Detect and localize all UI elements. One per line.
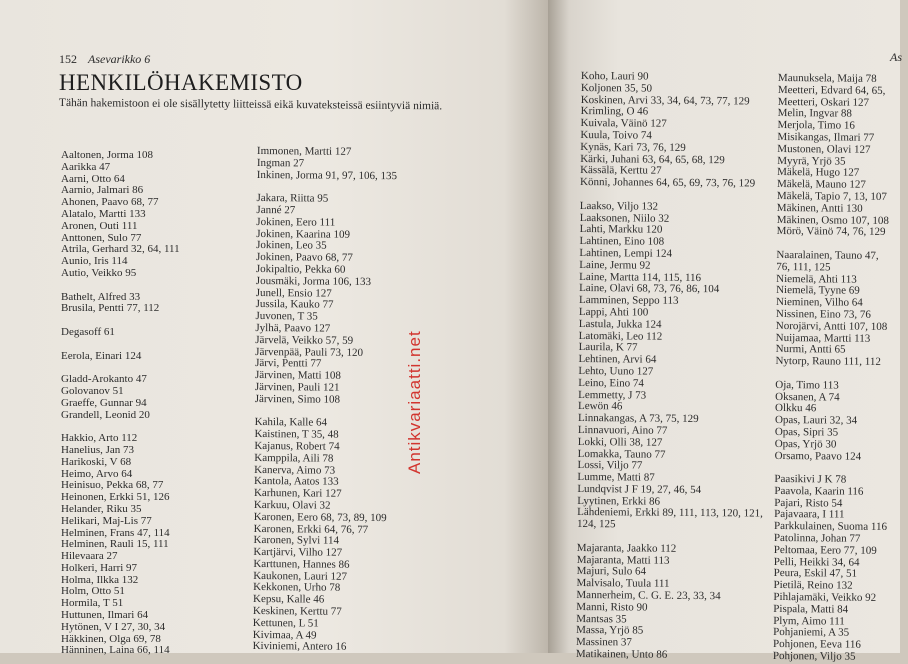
index-entry: Helander, Riku 35 <box>61 502 142 515</box>
index-column-1 <box>61 150 251 657</box>
index-entry: Linnavuori, Aino 77 <box>577 423 668 437</box>
index-entry: Nissinen, Eino 73, 76 <box>775 307 871 321</box>
index-entry: Olkku 46 <box>775 402 817 415</box>
index-entry: Lossi, Viljo 77 <box>577 459 643 472</box>
index-entry: Kivimaa, A 49 <box>252 628 317 642</box>
index-entry: Järvelä, Veikko 57, 59 <box>255 333 354 347</box>
index-entry: Opas, Lauri 32, 34 <box>774 414 858 427</box>
index-entry: Niemelä, Tyyne 69 <box>776 284 860 298</box>
index-entry: Helminen, Rauli 15, 111 <box>61 538 169 551</box>
index-entry: Pihlajamäki, Veikko 92 <box>773 591 877 604</box>
index-entry: Paavola, Kaarin 116 <box>774 484 864 498</box>
index-entry: Plym, Aimo 111 <box>773 614 845 628</box>
index-column-4 <box>773 73 908 664</box>
index-entry: Bathelt, Alfred 33 <box>61 290 141 303</box>
index-entry: Lewön 46 <box>578 400 623 413</box>
index-entry: Järvinen, Matti 108 <box>254 369 341 382</box>
index-entry: Majaranta, Jaakko 112 <box>576 541 677 555</box>
index-entry: Gladd-Arokanto 47 <box>61 373 147 386</box>
index-entry: Golovanov 51 <box>61 384 124 397</box>
index-entry: Koskinen, Arvi 33, 34, 64, 73, 77, 129 <box>580 93 750 108</box>
index-entry: Holkeri, Harri 97 <box>61 561 138 574</box>
index-entry: Karhunen, Kari 127 <box>253 487 342 500</box>
index-intro: Tähän hakemistoon ei ole sisällytetty liitteissä eikä kuvateksteissä esiintyviä nimiä. <box>58 97 443 113</box>
index-entry: Heinisuo, Pekka 68, 77 <box>61 479 164 492</box>
index-entry: Mäkelä, Mauno 127 <box>776 178 866 191</box>
index-entry: Aarnio, Jalmari 86 <box>61 184 144 197</box>
index-entry: Hänninen, Laina 66, 114 <box>61 644 170 657</box>
index-entry: Maunuksela, Maija 78 <box>777 72 877 85</box>
index-entry: Immonen, Martti 127 <box>256 145 352 158</box>
index-entry: Helikari, Maj-Lis 77 <box>61 514 152 527</box>
index-entry: Manni, Risto 90 <box>576 600 648 614</box>
index-entry: Meetteri, Oskari 127 <box>777 95 870 109</box>
index-entry: Nuijamaa, Martti 113 <box>775 331 871 345</box>
index-entry: Lokki, Olli 38, 127 <box>577 435 663 449</box>
index-entry: Heimo, Arvo 64 <box>61 467 133 480</box>
index-entry: Pajari, Risto 54 <box>774 496 843 510</box>
index-entry: Karonen, Erkki 64, 76, 77 <box>253 522 369 536</box>
index-entry: 76, 111, 125 <box>776 260 831 274</box>
index-entry: Holma, Ilkka 132 <box>61 573 139 586</box>
index-entry: Aronen, Outi 111 <box>61 219 138 232</box>
index-entry: Ingman 27 <box>256 156 305 170</box>
index-entry: Lahtinen, Eino 108 <box>579 235 665 248</box>
index-entry: Anttonen, Sulo 77 <box>61 231 142 244</box>
index-entry: Graeffe, Gunnar 94 <box>61 396 147 409</box>
index-entry: Pispala, Matti 84 <box>773 602 849 616</box>
index-entry: Jousmäki, Jorma 106, 133 <box>255 274 372 288</box>
index-entry: Merjola, Timo 16 <box>777 119 855 132</box>
index-entry: Kamppila, Aili 78 <box>254 451 334 465</box>
index-entry: Orsamo, Paavo 124 <box>774 449 862 463</box>
index-entry: Norojärvi, Antti 107, 108 <box>775 319 888 333</box>
index-entry: Mäkinen, Antti 130 <box>776 201 863 215</box>
index-entry: Mantsas 35 <box>576 612 627 626</box>
index-entry: Oksanen, A 74 <box>775 390 840 404</box>
index-entry: Majaranta, Matti 113 <box>576 553 670 567</box>
index-entry: Laine, Martta 114, 115, 116 <box>579 270 702 284</box>
index-entry: Lehtinen, Arvi 64 <box>578 353 657 366</box>
index-heading: HENKILÖHAKEMISTO <box>59 70 303 95</box>
running-header <box>59 52 150 67</box>
index-entry: Kässälä, Kerttu 27 <box>580 164 662 178</box>
index-entry: Mörö, Väinö 74, 76, 129 <box>776 225 886 239</box>
index-entry: Ahonen, Paavo 68, 77 <box>61 196 159 209</box>
index-entry: Massinen 37 <box>575 636 632 649</box>
index-entry: Jokipaltio, Pekka 60 <box>255 262 346 276</box>
index-entry: Jokinen, Leo 35 <box>256 239 327 252</box>
watermark-text: Antikvariaatti.net <box>405 330 424 474</box>
index-entry: Kynäs, Kari 73, 76, 129 <box>580 140 686 154</box>
index-entry: Jylhä, Paavo 127 <box>255 321 331 335</box>
index-entry: Linnakangas, A 73, 75, 129 <box>577 412 699 426</box>
index-entry: Parkkulainen, Suoma 116 <box>773 520 888 534</box>
page-number: 152 <box>59 52 77 66</box>
index-entry: Kantola, Aatos 133 <box>254 475 339 489</box>
index-entry: Lemmetty, J 73 <box>578 388 647 402</box>
index-entry: Keskinen, Kerttu 77 <box>252 605 342 618</box>
index-entry: Jussila, Kauko 77 <box>255 298 334 312</box>
index-entry: Mannerheim, C. G. E. 23, 33, 34 <box>576 589 721 603</box>
index-entry: Naaralainen, Tauno 47, <box>776 248 879 262</box>
index-entry: Kuivala, Väinö 127 <box>580 117 667 130</box>
index-entry: Kettunen, L 51 <box>252 616 319 630</box>
index-entry: Oja, Timo 113 <box>775 378 839 392</box>
index-entry: Hytönen, V I 27, 30, 34 <box>61 620 166 633</box>
index-entry: Kaistinen, T 35, 48 <box>254 428 339 441</box>
index-entry: Pohjonen, Viljo 35 <box>772 650 856 663</box>
index-entry: Majuri, Sulo 64 <box>576 565 647 579</box>
index-entry: Jokinen, Paavo 68, 77 <box>255 251 353 265</box>
index-entry: Järvi, Pentti 77 <box>255 357 322 370</box>
index-entry: Aaltonen, Jorma 108 <box>61 149 153 161</box>
index-entry: Meetteri, Edvard 64, 65, <box>777 83 886 97</box>
index-entry: Pohjonen, Eeva 116 <box>772 638 861 651</box>
index-entry: Patolinna, Johan 77 <box>773 532 861 545</box>
index-entry: Juvonen, T 35 <box>255 310 318 323</box>
index-entry: Pohjaniemi, A 35 <box>773 626 850 640</box>
index-entry: Aarni, Otto 64 <box>61 172 125 185</box>
index-entry: Laaksonen, Niilo 32 <box>579 211 670 225</box>
index-entry: Paasikivi J K 78 <box>774 473 847 486</box>
index-spacer <box>61 339 251 351</box>
index-entry: Järvinen, Simo 108 <box>254 392 341 406</box>
index-entry: Peura, Eskil 47, 51 <box>773 567 858 581</box>
index-entry: Niemelä, Ahti 113 <box>776 272 857 286</box>
index-entry: Melin, Ingvar 88 <box>777 107 852 121</box>
index-entry: Laurila, K 77 <box>578 341 638 354</box>
index-entry: Inkinen, Jorma 91, 97, 106, 135 <box>256 168 398 182</box>
index-entry: Lastula, Jukka 124 <box>578 317 662 331</box>
right-page <box>548 0 902 663</box>
index-entry: Mäkelä, Tapio 7, 13, 107 <box>776 189 887 203</box>
index-entry: Lyytinen, Erkki 86 <box>577 494 661 508</box>
index-entry: Kajanus, Robert 74 <box>254 439 340 453</box>
index-entry: Peltomaa, Eero 77, 109 <box>773 543 877 557</box>
index-entry: Nieminen, Vilho 64 <box>775 296 863 309</box>
index-entry: Lappi, Ahti 100 <box>578 305 649 319</box>
index-entry: Pelli, Heikki 34, 64 <box>773 555 860 569</box>
index-entry: Lumme, Matti 87 <box>577 471 655 484</box>
index-entry: Helminen, Frans 47, 114 <box>61 526 170 539</box>
index-entry: Hanelius, Jan 73 <box>61 443 135 456</box>
index-entry: Jokinen, Eero 111 <box>256 215 336 229</box>
index-entry: Nurmi, Antti 65 <box>775 343 846 356</box>
index-entry: Jokinen, Kaarina 109 <box>256 227 351 241</box>
index-entry: Latomäki, Leo 112 <box>578 329 663 343</box>
index-entry: Lähdeniemi, Erkki 89, 111, 113, 120, 121, 124, 125 <box>576 506 763 531</box>
index-entry: Järvinen, Pauli 121 <box>254 380 340 394</box>
index-entry: Pajavaara, I 111 <box>774 508 845 522</box>
index-entry: Kartjärvi, Vilho 127 <box>253 546 343 559</box>
index-entry: Mustonen, Olavi 127 <box>777 142 871 156</box>
index-entry: Lundqvist J F 19, 27, 46, 54 <box>577 482 702 496</box>
index-entry: Janné 27 <box>256 203 296 217</box>
index-entry: Kekkonen, Urho 78 <box>253 581 341 595</box>
right-running-header: As <box>890 50 902 64</box>
index-column-3 <box>576 71 786 663</box>
index-entry: Hakkio, Arto 112 <box>61 432 138 445</box>
index-entry: Krimling, O 46 <box>580 105 649 118</box>
index-entry: Kanerva, Aimo 73 <box>254 463 336 477</box>
index-entry: Nytorp, Rauno 111, 112 <box>775 355 881 369</box>
index-entry: Könni, Johannes 64, 65, 69, 73, 76, 129 <box>579 176 756 190</box>
index-entry: Järvenpää, Pauli 73, 120 <box>255 345 364 359</box>
index-entry: Mäkinen, Osmo 107, 108 <box>776 213 889 227</box>
index-entry: Alatalo, Martti 133 <box>61 207 146 220</box>
index-entry: Lomakka, Tauno 77 <box>577 447 666 461</box>
index-entry: Hilevaara 27 <box>61 550 118 563</box>
index-entry: Brusila, Pentti 77, 112 <box>61 302 160 315</box>
index-entry: Misikangas, Ilmari 77 <box>777 130 875 144</box>
index-entry: Massa, Yrjö 85 <box>576 624 644 638</box>
index-entry: Laine, Jermu 92 <box>579 258 651 272</box>
index-entry: Lahti, Markku 120 <box>579 223 663 237</box>
index-entry: Opas, Yrjö 30 <box>774 437 837 451</box>
book-title: Asevarikko 6 <box>88 52 151 66</box>
index-entry: Laine, Olavi 68, 73, 76, 86, 104 <box>579 282 720 296</box>
index-entry: Laakso, Viljo 132 <box>579 199 659 213</box>
index-entry: Karkuu, Olavi 32 <box>253 498 331 512</box>
index-entry: Grandell, Leonid 20 <box>61 408 150 421</box>
index-entry: Kuula, Toivo 74 <box>580 128 652 142</box>
index-entry: Degasoff 61 <box>61 325 115 338</box>
index-entry: Hormila, T 51 <box>61 597 124 610</box>
index-entry: Malvisalo, Tuula 111 <box>576 577 670 591</box>
index-entry: Jakara, Riitta 95 <box>256 192 329 205</box>
index-entry: Holm, Otto 51 <box>61 585 125 598</box>
index-entry: Karonen, Eero 68, 73, 89, 109 <box>253 510 387 524</box>
index-entry: Harikoski, V 68 <box>61 455 132 468</box>
index-entry: Leino, Eino 74 <box>578 376 645 390</box>
index-entry: Eerola, Einari 124 <box>61 349 142 362</box>
index-entry: Lahtinen, Lempi 124 <box>579 246 673 260</box>
index-entry: Koho, Lauri 90 <box>580 70 649 83</box>
index-entry: Junell, Ensio 127 <box>255 286 332 300</box>
index-entry: Kepsu, Kalle 46 <box>252 593 325 606</box>
index-entry: Atrila, Gerhard 32, 64, 111 <box>61 243 180 256</box>
index-entry: Mäkelä, Hugo 127 <box>777 166 860 180</box>
index-entry: Pietilä, Reino 132 <box>773 579 853 592</box>
index-entry: Kärki, Juhani 63, 64, 65, 68, 129 <box>580 152 725 166</box>
watermark <box>392 236 432 476</box>
index-entry: Koljonen 35, 50 <box>580 81 653 95</box>
index-entry: Lehto, Uuno 127 <box>578 364 654 378</box>
index-entry: Karttunen, Hannes 86 <box>253 557 350 571</box>
index-entry: Heinonen, Erkki 51, 126 <box>61 491 170 504</box>
index-entry: Huttunen, Ilmari 64 <box>61 609 149 622</box>
index-entry: Autio, Veikko 95 <box>61 266 137 279</box>
index-entry: Opas, Sipri 35 <box>774 425 839 439</box>
index-entry: Aarikka 47 <box>61 160 111 173</box>
index-entry: Lamminen, Seppo 113 <box>578 294 679 307</box>
index-entry: Myyrä, Yrjö 35 <box>777 154 846 168</box>
index-spacer <box>61 280 251 292</box>
index-entry: Kaukonen, Lauri 127 <box>253 569 348 583</box>
index-entry: Kiviniemi, Antero 16 <box>252 640 347 654</box>
index-entry: Karonen, Sylvi 114 <box>253 534 340 548</box>
index-entry: Matikainen, Unto 86 <box>575 648 668 661</box>
index-entry: Aunio, Iris 114 <box>61 255 128 268</box>
index-entry: Kahila, Kalle 64 <box>254 416 328 429</box>
index-entry: Häkkinen, Olga 69, 78 <box>61 632 161 645</box>
